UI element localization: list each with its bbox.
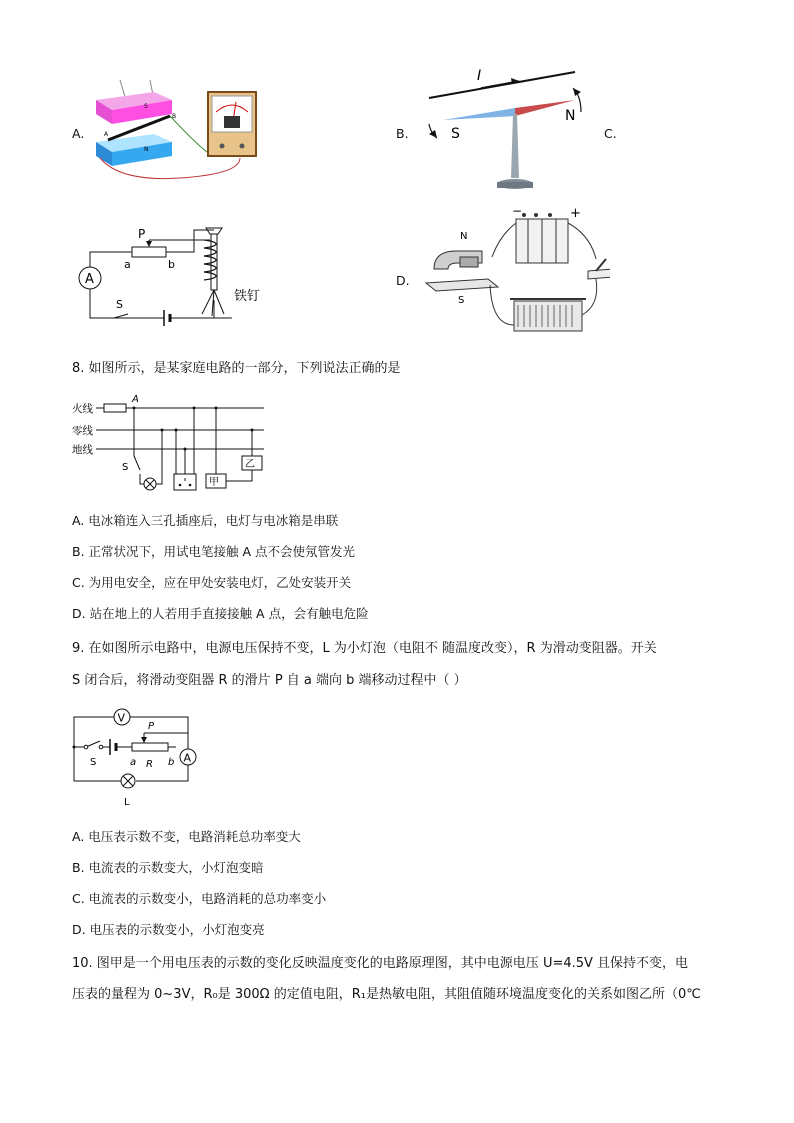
slider-p-label: P [138,227,146,241]
pole-n-d-label: N [460,231,468,242]
q9-option-b[interactable]: B. 电流表的示数变大，小灯泡变暗 [72,860,264,875]
lamp-l-label: L [124,797,130,808]
ammeter-label-9: A [183,751,192,765]
end-b-label-9: b [168,757,175,768]
switch-s-label-8: S [122,462,129,473]
question-9-stem-line-1: 9. 在如图所示电路中，电源电压保持不变，L 为小灯泡（电阻不 随温度改变），R 为滑动变阻器。开关 [72,641,657,656]
switch-s-label: S [116,298,123,311]
svg-text:N: N [144,146,149,153]
figure-8-household-circuit [72,390,272,500]
option-label-c: C. [604,126,617,141]
q9-option-d[interactable]: D. 电压表的示数变小，小灯泡变亮 [72,922,265,937]
svg-text:A: A [104,131,109,138]
q9-option-a[interactable]: A. 电压表示数不变，电路消耗总功率变大 [72,829,301,844]
q8-option-a[interactable]: A. 电冰箱连入三孔插座后，电灯与电冰箱是串联 [72,513,339,528]
option-label-a: A. [72,126,85,141]
pole-n-label: N [565,108,576,124]
figure-9-sliding-rheostat-circuit [68,705,208,813]
option-label-d: D. [396,273,410,288]
plus-label: + [570,206,581,221]
end-a-label-9: a [130,757,137,768]
point-a-label: A [132,394,139,405]
figure-7b-oersted-experiment [415,60,595,198]
svg-text:B: B [172,113,177,120]
q8-option-c[interactable]: C. 为用电安全，应在甲处安装电灯，乙处安装开关 [72,575,352,590]
question-9-stem-line-2: S 闭合后，将滑动变阻器 R 的滑片 P 自 a 端向 b 端移动过程中（ ） [72,673,467,688]
question-8-stem: 8. 如图所示，是某家庭电路的一部分，下列说法正确的是 [72,361,401,376]
switch-s-label-9: S [90,757,97,768]
voltmeter-label: V [117,711,126,725]
option-label-b: B. [396,126,409,141]
yi-label: 乙 [245,459,255,470]
nail-label: 铁钉 [234,289,261,304]
live-wire-label: 火线 [72,403,93,415]
q8-option-d[interactable]: D. 站在地上的人若用手直接接触 A 点，会有触电危险 [72,606,369,621]
q8-option-b[interactable]: B. 正常状况下，用试电笔接触 A 点不会使氖管发光 [72,544,356,559]
resistor-r-label: R [146,759,153,770]
ground-wire-label: 地线 [72,444,93,456]
slider-p-label-9: P [148,721,155,732]
minus-label: − [512,205,523,218]
end-a-label: a [124,258,131,271]
end-b-label: b [168,258,175,271]
neutral-wire-label: 零线 [72,425,93,437]
ammeter-label: A [85,272,94,287]
pole-s-d-label: S [458,295,465,306]
figure-7c-electromagnet-circuit [74,222,274,332]
svg-text:S: S [144,103,148,110]
question-10-line-2: 压表的量程为 0~3V，R₀是 300Ω 的定值电阻，R₁是热敏电阻，其阻值随环境温度变化的关系如图乙所（0℃ [72,987,701,1002]
jia-label: 甲 [209,477,219,488]
question-9-options [72,828,326,952]
pole-s-label: S [451,126,460,142]
current-label: I [477,68,482,84]
question-8-options [72,512,369,636]
q9-option-c[interactable]: C. 电流表的示数变小，电路消耗的总功率变小 [72,891,327,906]
question-10-line-1: 10. 图甲是一个用电压表的示数的变化反映温度变化的电路原理图，其中电源电压 U=4.5V 且保持不变，电 [72,956,689,971]
figure-7a-magnet-galvanometer [90,78,270,190]
figure-7d-motor-apparatus [420,205,610,345]
